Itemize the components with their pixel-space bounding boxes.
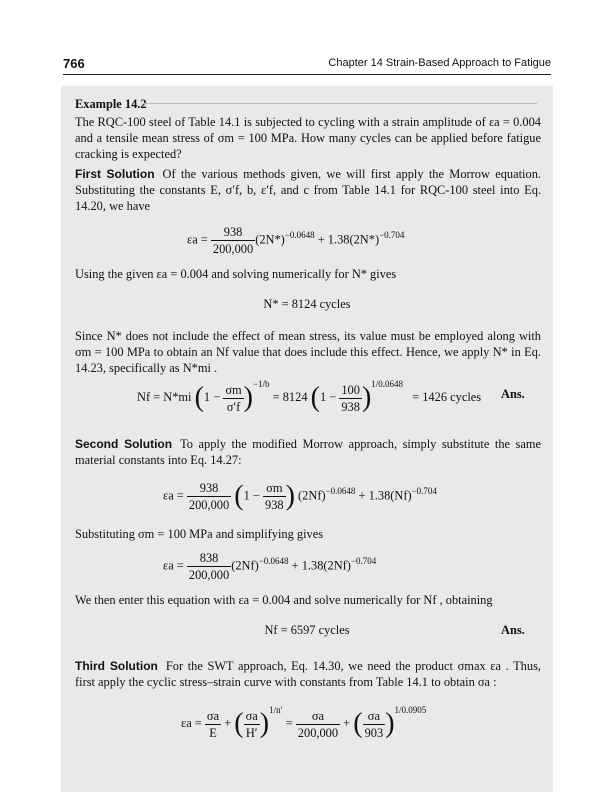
problem-statement: The RQC-100 steel of Table 14.1 is subjected to cycling with a strain amplitude of εa = 0.004 and a tensile mean stress of σm = 100 MPa. How many cycles can be applied before fatigue cracking is expected? (75, 115, 541, 161)
second-solution-text-3: We then enter this equation with εa = 0.004 and solve numerically for Nf , obtaining (75, 593, 493, 607)
second-solution-text: To apply the modified Morrow approach, simply substitute the same material constants into Eq. 14.27: (75, 437, 541, 467)
third-solution-heading: Third Solution (75, 659, 158, 673)
second-solution-heading: Second Solution (75, 437, 173, 451)
chapter-title: Chapter 14 Strain-Based Approach to Fatigue (328, 57, 551, 69)
example-title: Example 14.2 (75, 97, 147, 111)
second-solution-answer-marker: Ans. (501, 623, 525, 637)
fraction: $\frac{\sigma a}{903}$ (364, 708, 384, 740)
fraction: $\frac{938}{200,000}$ (188, 481, 230, 512)
fraction: $\frac{\sigma a}{200,000}$ (297, 708, 339, 740)
second-solution-text-2: Substituting σm = 100 MPa and simplifying gives (75, 527, 324, 541)
second-solution-result-nf: Nf = 6597 cycles (264, 623, 350, 637)
first-solution-answer-marker: Ans. (501, 387, 525, 401)
first-solution-equation-1: εa = $\frac{938}{200,000}$ $(2N*)^{-0.0648} + 1.38(2N*)^{-0.704}$ (187, 225, 405, 256)
second-solution-equation-1: εa = $\frac{938}{200,000}$ (1 − $\frac{\sigma m}{938}$ ) $(2Nf)^{-0.0648} + 1.38(Nf)^{-0.704}$ (163, 480, 437, 512)
fraction: $\frac{\sigma a}{E}$ (206, 708, 220, 740)
first-solution-equation-3: Nf = N*mi (1 − $\frac{\sigma m}{\sigma'f}$ )$^{-1/b}$ = 8124 (1 − $\frac{100}{938}$ )$^{1/0.0648}$ = 1426 cycles (137, 379, 482, 414)
running-header (63, 56, 551, 75)
first-solution-result-n-star: N* = 8124 cycles (263, 297, 351, 311)
third-solution-paragraph (75, 658, 541, 690)
first-solution-paragraph (75, 166, 541, 214)
first-solution-text-3: Since N* does not include the effect of mean stress, its value must be employed along with σm = 100 MPa to obtain an Nf value that does include this effect. Hence, we apply N* in Eq. 14.23, specifically as N*mi . (75, 329, 541, 375)
first-solution-text-2: Using the given εa = 0.004 and solving numerically for N* gives (75, 267, 397, 281)
third-solution-text: For the SWT approach, Eq. 14.30, we need the product σmax εa . Thus, first apply the cyclic stress–strain curve with constants from Table 14.1 to obtain σa : (75, 659, 541, 689)
second-solution-paragraph (75, 436, 541, 468)
first-solution-heading: First Solution (75, 167, 155, 181)
example-box (61, 86, 553, 792)
fraction: $\frac{838}{200,000}$ (188, 551, 230, 582)
first-solution-text: Of the various methods given, we will first apply the Morrow equation. Substituting the constants E, σ′f, b, ε′f, and c from Table 14.1 for RQC-100 steel into Eq. 14.20, we have (75, 167, 541, 213)
example-title-rule (143, 103, 537, 104)
page-number: 766 (63, 56, 85, 71)
fraction: $\frac{938}{200,000}$ (212, 225, 254, 256)
fraction: $\frac{\sigma a}{H'}$ (245, 708, 258, 740)
fraction: $\frac{\sigma m}{938}$ (265, 481, 284, 512)
fraction: $\frac{\sigma m}{\sigma'f}$ (225, 382, 242, 414)
second-solution-equation-2: εa = $\frac{838}{200,000}$ $(2Nf)^{-0.0648} + 1.38(2Nf)^{-0.704}$ (163, 551, 377, 582)
fraction: $\frac{100}{938}$ (341, 382, 360, 414)
third-solution-equation-1: εa = $\frac{\sigma a}{E}$ + ( $\frac{\sigma a}{H'}$ )$^{1/n'}$ = $\frac{\sigma a}{200,000}$ + ( $\frac{\sigma a}{903}$ )$^{1/0.0905}$ (181, 705, 427, 740)
